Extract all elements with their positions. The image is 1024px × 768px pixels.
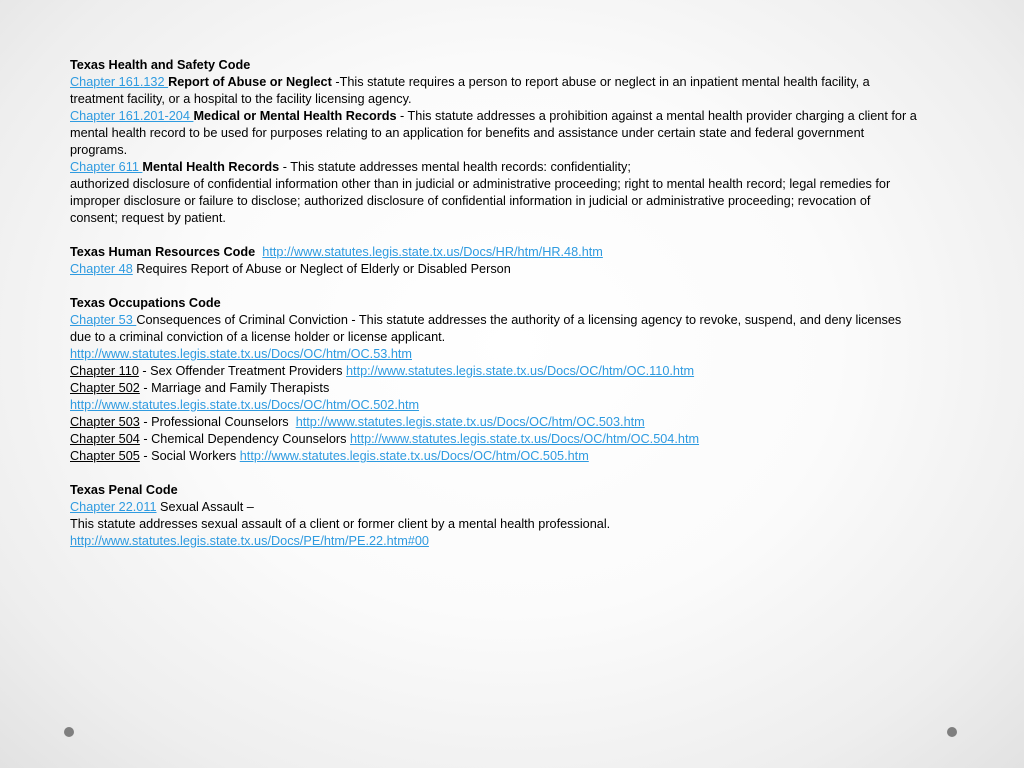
chapter-48-text: Requires Report of Abuse or Neglect of Elderly or Disabled Person: [132, 262, 511, 276]
chapter-503-link[interactable]: Chapter 503: [70, 415, 140, 429]
chapter-161-201-text: - This statute addresses a prohibition against a mental health provider charging a client for a mental health record to be used for purposes relating to an application for benefits and assistance under certain state and federal government programs.: [70, 109, 917, 157]
chapter-504-link[interactable]: Chapter 504: [70, 432, 140, 446]
chapter-110-link[interactable]: Chapter 110: [70, 364, 139, 378]
chapter-22-011-link[interactable]: Chapter 22.011: [70, 500, 157, 514]
chapter-110-url-link[interactable]: http://www.statutes.legis.state.tx.us/Docs/OC/htm/OC.110.htm: [345, 364, 695, 378]
chapter-611-text: - This statute addresses mental health records: confidentiality;: [279, 160, 631, 174]
occupations-item-53: [70, 312, 920, 346]
occupations-item-504: [70, 431, 920, 448]
penal-heading: Texas Penal Code: [70, 483, 178, 497]
bottom-right-dot-icon: [947, 727, 957, 737]
chapter-53-url-line: [70, 346, 920, 363]
occupations-item-505: [70, 448, 920, 465]
penal-item-22-011: [70, 499, 920, 516]
chapter-502-url-link[interactable]: http://www.statutes.legis.state.tx.us/Docs/OC/htm/OC.502.htm: [70, 398, 420, 412]
chapter-611-link[interactable]: Chapter 611: [70, 160, 143, 174]
chapter-161-132-title: Report of Abuse or Neglect: [168, 75, 332, 89]
human-resources-item-48: [70, 261, 920, 278]
chapter-504-url-link[interactable]: http://www.statutes.legis.state.tx.us/Docs/OC/htm/OC.504.htm: [350, 432, 700, 446]
chapter-161-201-title: Medical or Mental Health Records: [193, 109, 397, 123]
slide-content: [70, 57, 920, 550]
chapter-505-link[interactable]: Chapter 505: [70, 449, 140, 463]
occupations-item-502: [70, 380, 920, 397]
chapter-161-132-text: -This statute requires a person to report abuse or neglect in an inpatient mental health facility, a treatment facility, or a hospital to the facility licensing agency.: [70, 75, 870, 106]
chapter-161-201-link[interactable]: Chapter 161.201-204: [70, 109, 194, 123]
chapter-53-url-link[interactable]: http://www.statutes.legis.state.tx.us/Docs/OC/htm/OC.53.htm: [70, 347, 412, 361]
chapter-611-title: Mental Health Records: [142, 160, 280, 174]
chapter-22-011-text: Sexual Assault –: [156, 500, 254, 514]
chapter-502-text: - Marriage and Family Therapists: [139, 381, 330, 395]
human-resources-url-link[interactable]: http://www.statutes.legis.state.tx.us/Docs/HR/htm/HR.48.htm: [262, 245, 603, 259]
chapter-22-011-url-link[interactable]: http://www.statutes.legis.state.tx.us/Docs/PE/htm/PE.22.htm#00: [70, 534, 429, 548]
chapter-503-url-link[interactable]: http://www.statutes.legis.state.tx.us/Docs/OC/htm/OC.503.htm: [295, 415, 645, 429]
chapter-502-url-line: [70, 397, 920, 414]
spacer: [70, 278, 920, 295]
chapter-502-link[interactable]: Chapter 502: [70, 381, 140, 395]
chapter-504-text: - Chemical Dependency Counselors: [139, 432, 350, 446]
spacer: [70, 465, 920, 482]
chapter-110-text: - Sex Offender Treatment Providers: [138, 364, 346, 378]
chapter-53-link[interactable]: Chapter 53: [70, 313, 137, 327]
chapter-161-132-link[interactable]: Chapter 161.132: [70, 75, 169, 89]
spacer: [70, 227, 920, 244]
human-resources-heading-line: [70, 244, 920, 261]
chapter-48-link[interactable]: Chapter 48: [70, 262, 133, 276]
human-resources-heading: Texas Human Resources Code: [70, 245, 256, 259]
health-safety-item-161-201: [70, 108, 920, 159]
occupations-item-110: [70, 363, 920, 380]
chapter-505-text: - Social Workers: [139, 449, 240, 463]
chapter-22-011-url-line: [70, 533, 920, 550]
chapter-503-text: - Professional Counselors: [139, 415, 296, 429]
health-safety-item-611: [70, 159, 920, 176]
health-safety-heading: Texas Health and Safety Code: [70, 58, 251, 72]
occupations-heading: Texas Occupations Code: [70, 296, 221, 310]
chapter-22-011-detail: This statute addresses sexual assault of a client or former client by a mental health professional.: [70, 517, 611, 531]
chapter-505-url-link[interactable]: http://www.statutes.legis.state.tx.us/Docs/OC/htm/OC.505.htm: [239, 449, 589, 463]
chapter-611-detail: authorized disclosure of confidential information other than in judicial or administrative proceeding; right to mental health record; legal remedies for improper disclosure or failure to disclose; authorized disclosure of confidential information in judicial or administrative proceeding; revocation of consent; request by patient.: [70, 177, 891, 225]
health-safety-item-161-132: [70, 74, 920, 108]
chapter-53-text: Consequences of Criminal Conviction - This statute addresses the authority of a licensing agency to revoke, suspend, and deny licenses due to a criminal conviction of a license holder or license applicant.: [70, 313, 902, 344]
bottom-left-dot-icon: [64, 727, 74, 737]
occupations-item-503: [70, 414, 920, 431]
